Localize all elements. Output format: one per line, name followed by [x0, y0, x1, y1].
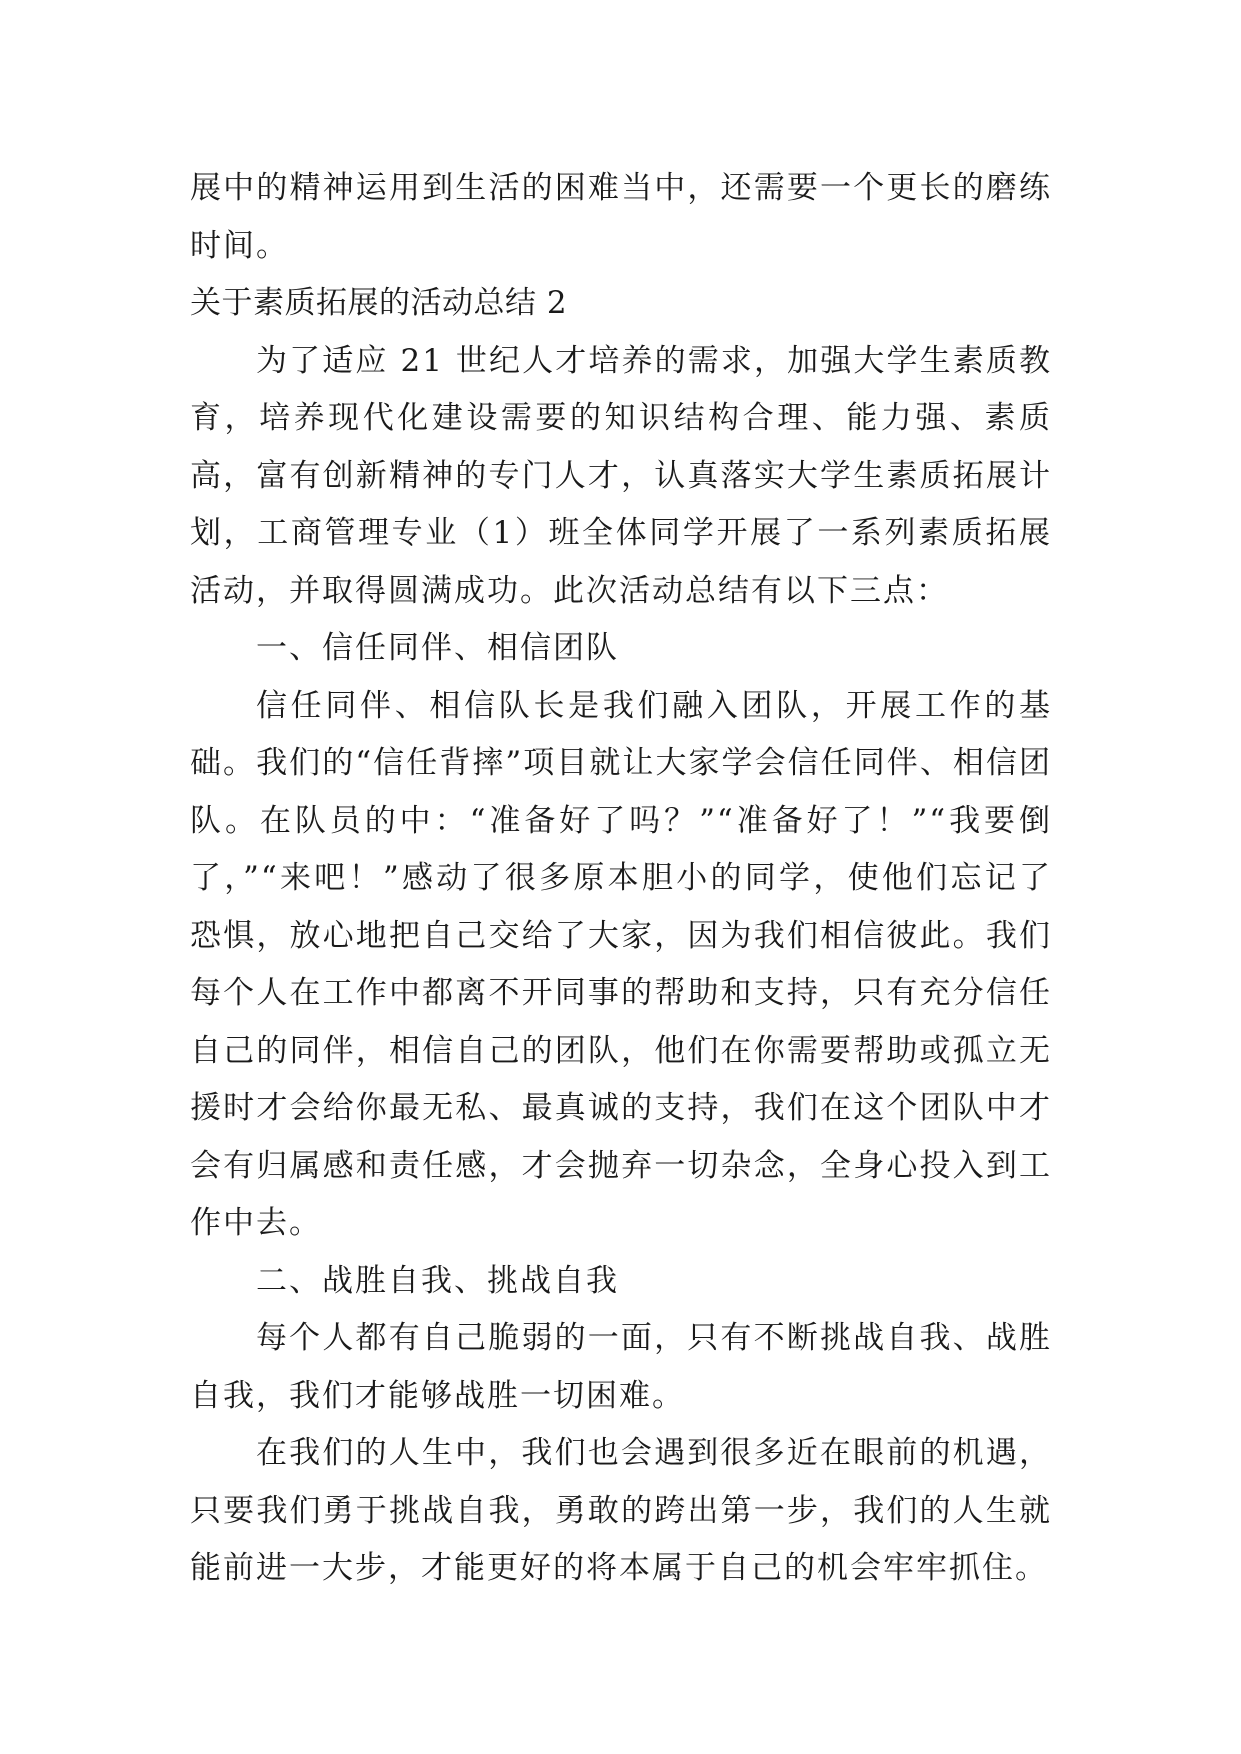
heading-trust-team: 一、信任同伴、相信团队 [256, 630, 619, 666]
paragraph-overcome-self: 每个人都有自己脆弱的一面，只有不断挑战自我、战胜自我，我们才能够战胜一切困难。 [190, 1320, 1052, 1414]
section-title: 关于素质拓展的活动总结 2 [190, 285, 568, 321]
paragraph-opportunity: 在我们的人生中，我们也会遇到很多近在眼前的机遇，只要我们勇于挑战自我，勇敢的跨出第一步，我们的人生就能前进一大步，才能更好的将本属于自己的机会牢牢抓住。 [190, 1435, 1052, 1586]
document-body [190, 160, 1052, 1598]
heading-overcome-self: 二、战胜自我、挑战自我 [256, 1262, 619, 1299]
paragraph-trust-team: 信任同伴、相信队长是我们融入团队，开展工作的基础。我们的“信任背摔”项目就让大家学会信任同伴、相信团队。在队员的中：“准备好了吗？”“准备好了！”“我要倒了，”“来吧！”感动了很多原本胆小的同学，使他们忘记了恐惧，放心地把自己交给了大家，因为我们相信彼此。我们每个人在工作中都离不开同事的帮助和支持，只有充分信任自己的同伴，相信自己的团队，他们在你需要帮助或孤立无援时才会给你最无私、最真诚的支持，我们在这个团队中才会有归属感和责任感，才会抛弃一切杂念，全身心投入到工作中去。 [190, 687, 1052, 1241]
intro-paragraph: 为了适应 21 世纪人才培养的需求，加强大学生素质教育，培养现代化建设需要的知识结构合理、能力强、素质高，富有创新精神的专门人才，认真落实大学生素质拓展计划，工商管理专业（1）班全体同学开展了一系列素质拓展活动，并取得圆满成功。此次活动总结有以下三点： [190, 342, 1052, 609]
continued-paragraph: 展中的精神运用到生活的困难当中，还需要一个更长的磨练时间。 [190, 170, 1052, 264]
